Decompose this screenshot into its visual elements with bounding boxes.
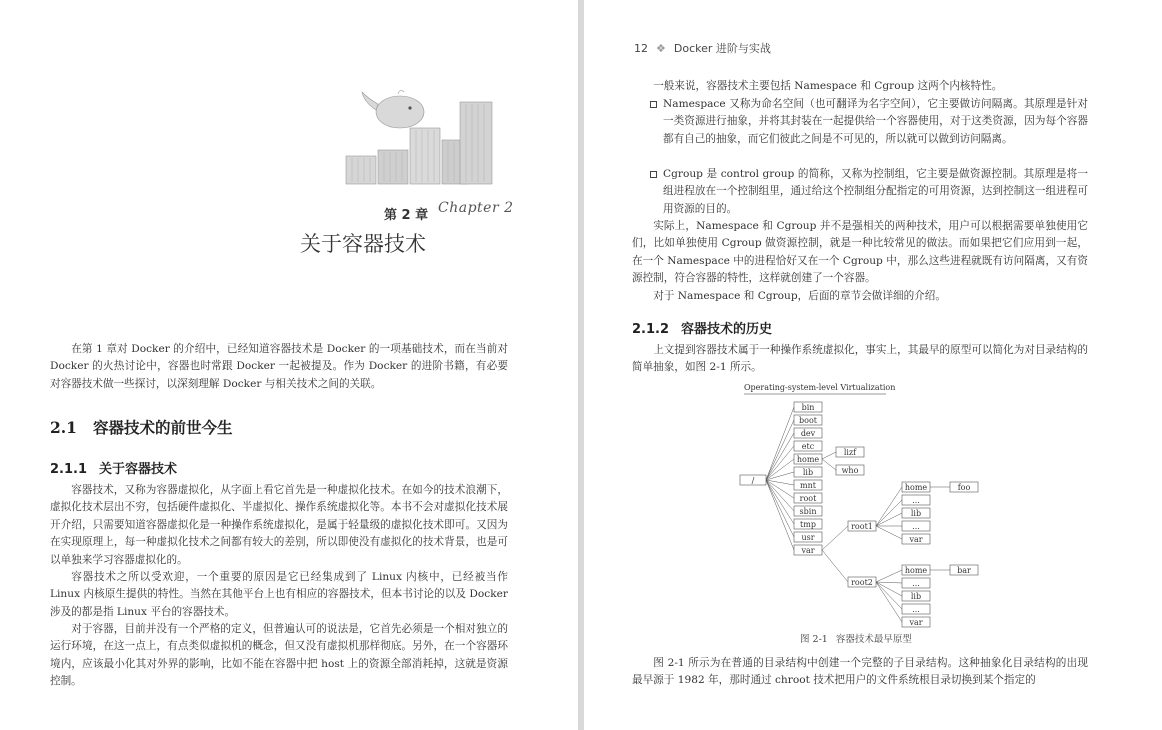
subsection-number: 2.1.2: [632, 322, 670, 337]
right-paragraph-1: 一般来说，容器技术主要包括 Namespace 和 Cgroup 这两个内核特性。: [653, 80, 1003, 92]
node-root1: root1: [851, 522, 873, 531]
node-etc: etc: [801, 442, 815, 451]
node-sbin: sbin: [799, 507, 817, 516]
figure-caption: [800, 631, 912, 645]
node-root1-lib: lib: [910, 509, 922, 518]
book-title: Docker 进阶与实战: [673, 42, 771, 55]
node-root2-home: home: [904, 566, 928, 575]
intro-paragraph: 在第 1 章对 Docker 的介绍中，已经知道容器技术是 Docker 的一项基础技术，而在当前对 Docker 的火热讨论中，容器也时常跟 Docker 一起被提及。作为 Docker 的进阶书籍，有必要对容器技术做一些探讨，以深刻理解 Docker 与相关技术之间的关联。: [50, 343, 508, 390]
right-paragraph-3: 对于 Namespace 和 Cgroup，后面的章节会做详细的介绍。: [653, 290, 946, 302]
chapter-title: 关于容器技术: [300, 232, 426, 256]
figure-number: 图 2-1: [800, 634, 828, 645]
node-var: var: [801, 546, 815, 555]
ornament-icon: ❖: [656, 42, 666, 55]
running-header: [634, 40, 771, 56]
figure-title: Operating-system-level Virtualization: [744, 383, 896, 392]
node-root1-ellipsis-2: ...: [912, 522, 920, 531]
tree-boxes: [740, 402, 978, 627]
bullet-namespace: [650, 96, 1088, 148]
bullet-cgroup: [650, 166, 1088, 218]
node-root2-lib: lib: [910, 592, 922, 601]
node-lizf: lizf: [843, 448, 857, 457]
node-root2-var: var: [909, 618, 923, 627]
node-root2: root2: [851, 578, 873, 587]
node-tmp: tmp: [800, 520, 816, 529]
node-boot: boot: [799, 416, 817, 425]
node-bin: bin: [801, 403, 815, 412]
page-number: 12: [634, 42, 648, 55]
body-paragraph-3: 对于容器，目前并没有一个严格的定义，但普遍认可的说法是，它首先必须是一个相对独立的运行环境，在这一点上，有点类似虚拟机的概念，但又没有虚拟机那样彻底。另外，在一个容器环境内，应该最小化其对外界的影响，比如不能在容器中把 host 上的资源全部消耗掉，这就是资源控制。: [50, 623, 508, 688]
node-root-dir: root: [799, 494, 817, 503]
section-number: 2.1: [50, 418, 77, 437]
node-dev: dev: [800, 429, 816, 438]
node-root2-ellipsis-2: ...: [912, 605, 920, 614]
node-root1-var: var: [909, 535, 923, 544]
directory-tree-figure: [730, 380, 980, 630]
body-paragraph-1: 容器技术，又称为容器虚拟化，从字面上看它首先是一种虚拟化技术。在如今的技术浪潮下，虚拟化技术层出不穷，包括硬件虚拟化、半虚拟化、操作系统虚拟化等。本书不会对虚拟化技术展开介绍，只需要知道容器虚拟化是一种操作系统虚拟化，是属于轻量级的虚拟化技术即可。又因为在实现原理上，每一种虚拟化技术之间都有较大的差别，所以即使没有虚拟化的技术背景，也是可以单独来学习容器虚拟化的。: [50, 484, 508, 566]
docker-whale-illustration: [340, 88, 500, 188]
subsection-title-text: 容器技术的历史: [681, 322, 773, 337]
node-who: who: [841, 466, 859, 475]
node-home: home: [796, 455, 820, 464]
node-root1-home: home: [904, 483, 928, 492]
section-title-text: 容器技术的前世今生: [92, 418, 233, 437]
node-root: /: [751, 476, 755, 485]
chapter-script: Chapter 2: [438, 200, 514, 216]
subsection-number: 2.1.1: [50, 462, 88, 477]
body-paragraph-2: 容器技术之所以受欢迎，一个重要的原因是它已经集成到了 Linux 内核中，已经被当作 Linux 内核原生提供的特性。当然在其他平台上也有相应的容器技术，但本书讨论的以及 Docker 涉及的都是指 Linux 平台的容器技术。: [50, 571, 508, 618]
checkbox-bullet-icon: [650, 171, 657, 178]
right-paragraph-5: 图 2-1 所示为在普通的目录结构中创建一个完整的子目录结构。这种抽象化目录结构的出现最早源于 1982 年，那时通过 chroot 技术把用户的文件系统根目录切换到某个指定的: [632, 657, 1088, 687]
subsection-heading-2-1-1: [50, 458, 177, 477]
checkbox-bullet-icon: [650, 101, 657, 108]
subsection-title-text: 关于容器技术: [99, 462, 178, 477]
right-paragraph-4: 上文提到容器技术属于一种操作系统虚拟化，事实上，其最早的原型可以简化为对目录结构的简单抽象，如图 2-1 所示。: [632, 344, 1088, 374]
bullet-namespace-text: Namespace 又称为命名空间（也可翻译为名字空间），它主要做访问隔离。其原理是针对一类资源进行抽象，并将其封装在一起提供给一个容器使用，对于这类资源，因为每个容器都有自己的抽象，而它们彼此之间是不可见的，所以就可以做到访问隔离。: [663, 98, 1088, 145]
node-usr: usr: [801, 533, 815, 542]
chapter-label: 第 2 章: [384, 208, 429, 223]
node-lib: lib: [802, 468, 814, 477]
figure-caption-text: 容器技术最早原型: [835, 634, 912, 645]
node-root1-ellipsis-1: ...: [912, 496, 920, 505]
node-bar: bar: [957, 566, 971, 575]
subsection-heading-2-1-2: [632, 318, 772, 337]
node-mnt: mnt: [800, 481, 816, 490]
section-heading: [50, 416, 232, 438]
node-foo: foo: [957, 483, 971, 492]
right-paragraph-2: 实际上，Namespace 和 Cgroup 并不是强相关的两种技术，用户可以根据需要单独使用它们，比如单独使用 Cgroup 做资源控制，就是一种比较常见的做法。而如果把它们应用到一起，在一个 Namespace 中的进程恰好又在一个 Cgroup 中，那么这些进程就既有访问隔离，又有资源控制，符合容器的特性，这样就创建了一个容器。: [632, 220, 1088, 285]
tree-labels: [752, 403, 971, 627]
node-root2-ellipsis-1: ...: [912, 579, 920, 588]
bullet-cgroup-text: Cgroup 是 control group 的简称，又称为控制组，它主要是做资源控制。其原理是将一组进程放在一个控制组里，通过给这个控制组分配指定的可用资源，达到控制这一组进程可用资源的目的。: [663, 168, 1088, 215]
